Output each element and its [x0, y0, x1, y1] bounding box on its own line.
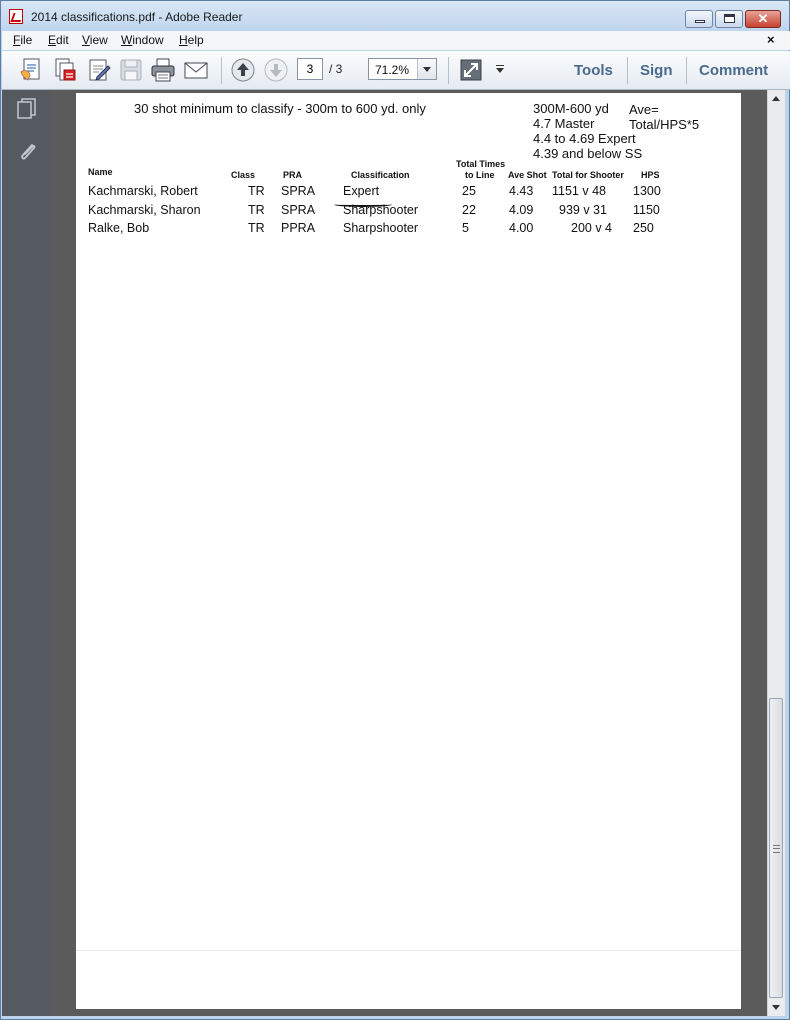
menu-bar [2, 31, 790, 50]
full-screen-icon[interactable] [458, 57, 484, 83]
fill-sign-icon[interactable] [86, 57, 112, 83]
close-icon: ✕ [757, 11, 769, 26]
window-title: 2014 classifications.pdf - Adobe Reader [31, 10, 243, 24]
toolbar-separator [686, 57, 687, 84]
zoom-select[interactable] [368, 58, 437, 80]
sign-pane-link[interactable]: Sign [640, 62, 673, 79]
legend-title: 300M-600 yd [533, 101, 609, 116]
scroll-thumb[interactable] [769, 698, 783, 998]
create-pdf-icon[interactable] [19, 57, 45, 83]
table-row-hps: 1300 [633, 184, 661, 198]
page-number-input[interactable] [297, 58, 323, 80]
table-row-class: TR [248, 203, 265, 217]
table-row-ave: 4.43 [509, 184, 534, 198]
page-total-label: / 3 [329, 62, 343, 76]
table-row-pra: PPRA [281, 221, 316, 235]
header-hps: HPS [641, 170, 660, 180]
close-window-button[interactable] [745, 10, 781, 28]
header-to-line: to Line [465, 170, 495, 180]
table-row-classification: Sharpshooter [343, 203, 419, 217]
toolbar-separator [627, 57, 628, 84]
pdf-page [76, 93, 741, 1009]
zoom-value: 71.2% [375, 63, 410, 77]
table-row-classification: Expert [343, 184, 380, 198]
chevron-down-icon[interactable] [417, 59, 436, 79]
table-row-classification: Sharpshooter [343, 221, 419, 235]
menu-edit[interactable]: Edit [48, 33, 69, 47]
legend-sharpshooter: 4.39 and below SS [533, 146, 643, 161]
table-row-name: Kachmarski, Robert [88, 184, 198, 198]
classification-note: 30 shot minimum to classify - 300m to 600 yd. only [134, 101, 426, 116]
menu-window[interactable]: Window [121, 33, 164, 47]
header-name: Name [88, 167, 113, 177]
table-row-times: 25 [462, 184, 476, 198]
next-page-icon[interactable] [263, 57, 289, 83]
print-icon[interactable] [150, 57, 176, 83]
table-row-name: Ralke, Bob [88, 221, 150, 235]
menu-help[interactable]: Help [179, 33, 204, 47]
table-row-name: Kachmarski, Sharon [88, 203, 201, 217]
table-row-ave: 4.00 [509, 221, 534, 235]
close-document-icon[interactable]: × [767, 32, 775, 47]
menu-view[interactable]: View [82, 33, 108, 47]
header-class: Class [231, 170, 256, 180]
average-formula: Total/HPS*5 [629, 117, 700, 132]
header-total-times: Total Times [456, 159, 506, 169]
page-footer-line [76, 950, 741, 951]
pdf-app-icon [9, 9, 23, 24]
comment-pane-link[interactable]: Comment [699, 62, 769, 79]
table-row-class: TR [248, 221, 265, 235]
vertical-scrollbar[interactable] [767, 90, 785, 1016]
title-bar[interactable] [1, 1, 789, 31]
scroll-down-icon[interactable] [768, 999, 785, 1016]
legend-master: 4.7 Master [533, 116, 595, 131]
table-row-hps: 250 [633, 221, 654, 235]
navigation-panel [2, 90, 51, 1016]
table-row-pra: SPRA [281, 184, 316, 198]
toolbar-separator [221, 57, 222, 84]
save-icon[interactable] [118, 57, 144, 83]
grip-icon [773, 845, 780, 853]
toolbar-separator [448, 57, 449, 84]
minimize-icon [695, 20, 705, 23]
table-row-ave: 4.09 [509, 203, 534, 217]
page-thumbnails-icon[interactable] [16, 97, 38, 121]
table-row-hps: 1150 [633, 203, 660, 217]
minimize-button[interactable] [685, 10, 713, 28]
table-row-pra: SPRA [281, 203, 316, 217]
legend-expert: 4.4 to 4.69 Expert [533, 131, 636, 146]
combine-files-icon[interactable] [53, 57, 79, 83]
average-formula-label: Ave= [629, 102, 659, 117]
tools-pane-link[interactable]: Tools [574, 62, 613, 79]
maximize-button[interactable] [715, 10, 743, 28]
previous-page-icon[interactable] [230, 57, 256, 83]
email-icon[interactable] [183, 57, 209, 83]
toolbar [2, 51, 790, 90]
table-row-times: 22 [462, 203, 476, 217]
table-row-total: 200 v 4 [571, 221, 613, 235]
scroll-up-icon[interactable] [768, 90, 785, 107]
maximize-icon [724, 14, 735, 23]
attachments-icon[interactable] [17, 139, 39, 165]
table-row-total: 1151 v 48 [552, 184, 606, 198]
header-pra: PRA [283, 170, 303, 180]
header-total-for-shooter: Total for Shooter [552, 170, 624, 180]
header-ave-shot: Ave Shot [508, 170, 547, 180]
table-row-total: 939 v 31 [559, 203, 607, 217]
header-classification: Classification [351, 170, 410, 180]
menu-file[interactable]: File [13, 33, 33, 47]
table-row-times: 5 [462, 221, 469, 235]
table-row-class: TR [248, 184, 265, 198]
customize-toolbar-icon[interactable] [495, 65, 505, 75]
